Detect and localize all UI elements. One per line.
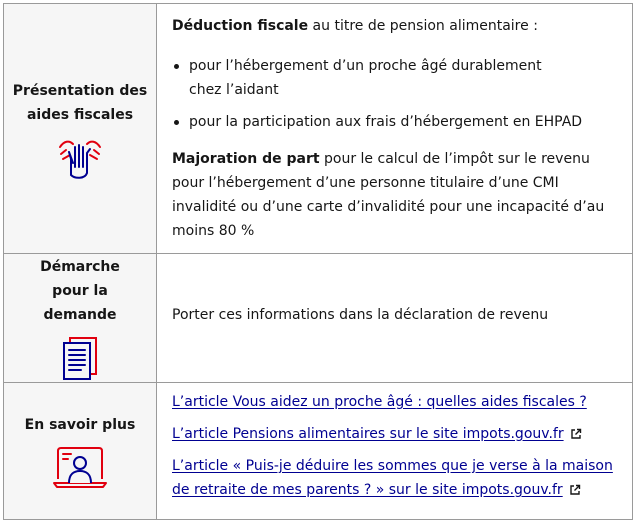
row-title: Présentation des aides fiscales [12,82,148,123]
majoration-label: Majoration de part [172,151,320,167]
link-item [172,454,622,502]
row-header [4,254,157,382]
table-row [4,4,632,254]
row-content [157,254,632,382]
link-item [172,422,622,446]
external-link-icon [570,428,582,440]
table-row [4,254,632,383]
link-item [172,390,622,414]
external-link-icon [569,484,581,496]
deduction-text: au titre de pension alimentaire : [308,18,538,34]
article-link-pensions-alimentaires[interactable]: L’article Pensions alimentaires sur le site impots.gouv.fr [172,426,564,442]
deduction-paragraph [172,14,622,38]
row-header [4,383,157,519]
row-content [157,383,632,519]
article-link-aides-fiscales[interactable]: L’article Vous aidez un proche âgé : quelles aides fiscales ? [172,394,587,410]
procedure-text: Porter ces informations dans la déclaration de revenu [172,307,549,323]
row-title: Démarche pour la demande [40,259,120,323]
majoration-text: pour le calcul de l’impôt sur le revenu pour l’hébergement d’une personne titulaire d’une CMI invalidité ou d’une carte d’invalidité pour une incapacité d’au moins 80 % [172,151,605,239]
person-screen-icon [52,445,108,489]
deduction-label: Déduction fiscale [172,18,309,34]
row-title: En savoir plus [24,417,136,433]
bullet-list [172,54,622,134]
row-header [4,4,157,253]
article-link-maison-de-retraite[interactable]: L’article « Puis-je déduire les sommes que je verse à la maison de retraite de mes parents ? » sur le site impots.gouv.fr [172,458,613,498]
document-icon [60,335,100,381]
row-content [157,4,632,253]
aids-table [3,3,633,520]
list-item: pour l’hébergement d’un proche âgé durablement chez l’aidant [172,54,622,102]
table-row [4,383,632,519]
hands-raised-icon [56,135,104,179]
majoration-paragraph [172,147,622,243]
list-item: pour la participation aux frais d’hébergement en EHPAD [172,110,622,134]
